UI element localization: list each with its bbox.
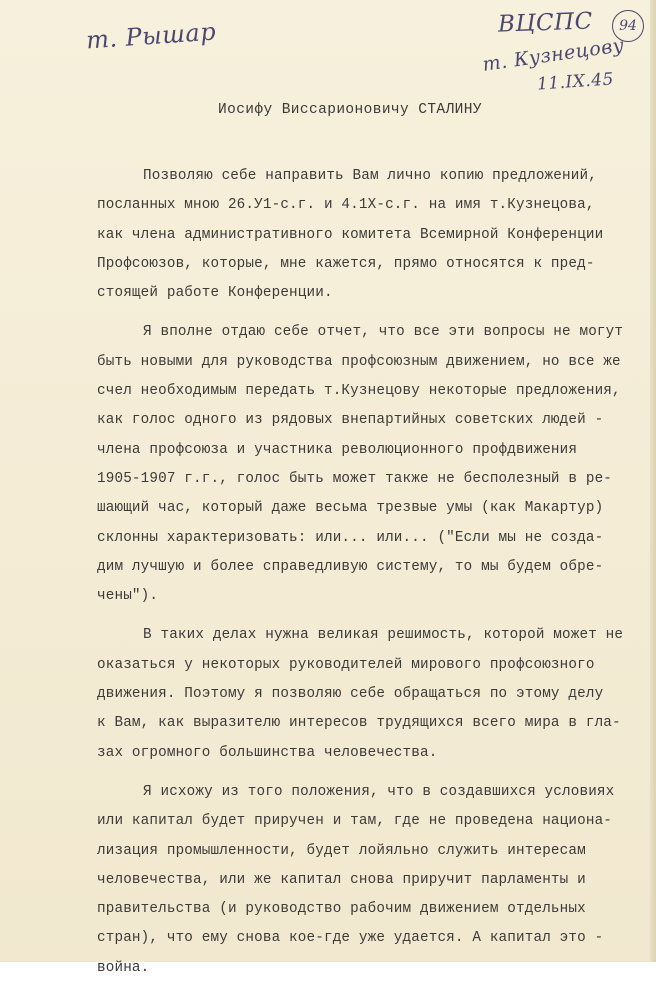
text-line: 1905-1907 г.г., голос быть может также не бесполезный в ре-	[97, 470, 613, 487]
text-line: человечества, или же капитал снова приручит парламенты и	[97, 871, 586, 888]
text-line: Я исхожу из того положения, что в создавшихся условиях	[143, 783, 615, 800]
text-line: война.	[97, 959, 150, 976]
handwritten-date: 11.IX.45	[536, 69, 615, 95]
paragraph-2	[97, 318, 629, 611]
text-line: движения. Поэтому я позволяю себе обращаться по этому делу	[97, 686, 604, 703]
text-line: как голос одного из рядовых внепартийных советских людей -	[97, 412, 604, 429]
paragraph-spacer	[97, 611, 629, 621]
paragraph-1	[97, 162, 629, 308]
paragraph-spacer	[97, 308, 629, 318]
letter-body	[97, 162, 629, 983]
handwritten-recipient: т. Кузнецову	[481, 34, 626, 76]
paragraph-4	[97, 778, 629, 983]
text-line: члена профсоюза и участника революционного профдвижения	[97, 441, 578, 458]
text-line: быть новыми для руководства профсоюзным движением, но все же	[97, 353, 621, 370]
page-number-circle: 94	[612, 10, 644, 42]
text-line: Профсоюзов, которые, мне кажется, прямо относятся к пред-	[97, 255, 595, 272]
text-line: к Вам, как выразителю интересов трудящихся всего мира в гла-	[97, 715, 621, 732]
text-line: стран), что ему снова кое-где уже удается. А капитал это -	[97, 930, 604, 947]
text-line: Позволяю себе направить Вам лично копию предложений,	[143, 168, 597, 184]
text-line: зах огромного большинства человечества.	[97, 744, 438, 761]
text-line: чены").	[97, 588, 159, 605]
text-line: дим лучшую и более справедливую систему, то мы будем обре-	[97, 558, 604, 575]
text-line: как члена административного комитета Всемирной Конференции	[97, 226, 604, 243]
text-line: стоящей работе Конференции.	[97, 285, 333, 302]
text-line: правительства (и руководство рабочим движением отдельных	[97, 901, 586, 918]
paragraph-spacer	[97, 768, 629, 778]
text-line: лизация промышленности, будет лойяльно служить интересам	[97, 842, 586, 859]
text-line: склонны характеризовать: или... или... ("Если мы не созда-	[97, 529, 604, 546]
text-line: шающий час, который даже весьма трезвые умы (как Макартур)	[97, 500, 604, 517]
text-line: Я вполне отдаю себе отчет, что все эти вопросы не могут	[143, 324, 624, 341]
text-line: оказаться у некоторых руководителей мирового профсоюзного	[97, 656, 595, 673]
paragraph-3	[97, 621, 629, 767]
text-line: или капитал будет приручен и там, где не проведена национа-	[97, 813, 613, 830]
text-line: счел необходимым передать т.Кузнецову некоторые предложения,	[97, 383, 621, 400]
handwritten-stamp-vcsps: ВЦСПС	[497, 8, 594, 38]
handwritten-note-top-left: т. Рышар	[85, 17, 217, 55]
text-line: В таких делах нужна великая решимость, которой может не	[143, 627, 624, 644]
text-line: посланных мною 26.У1-с.г. и 4.1Х-с.г. на имя т.Кузнецова,	[97, 197, 595, 214]
addressee-line: Иосифу Виссарионовичу СТАЛИНУ	[218, 102, 482, 118]
